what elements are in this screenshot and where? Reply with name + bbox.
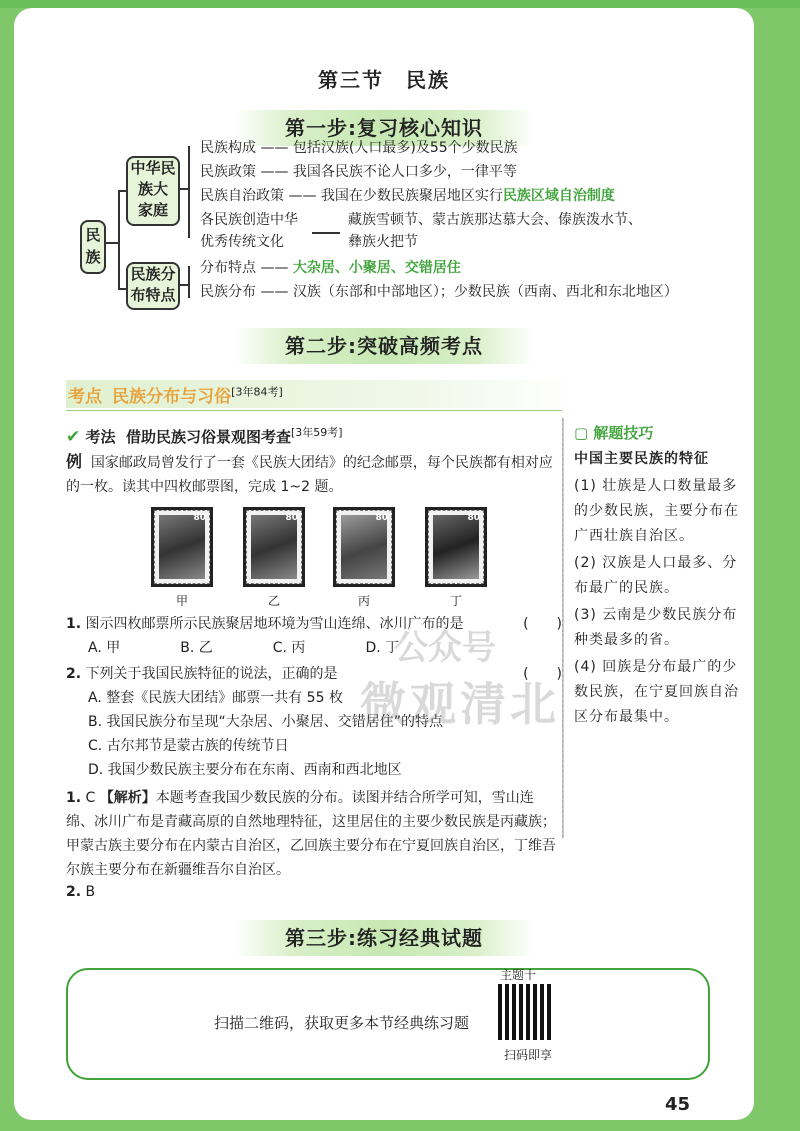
- step3-banner: 第三步:练习经典试题: [234, 920, 534, 956]
- qr-caption: 扫码即享: [504, 1048, 553, 1062]
- stamp-yi: 80: [246, 510, 302, 584]
- page-number: 45: [664, 1094, 690, 1115]
- step1-banner: 第一步:复习核心知识: [234, 110, 534, 146]
- top-edge: [0, 0, 800, 8]
- answer-2: 2. B: [66, 884, 96, 900]
- stamp-label-jia: 甲: [176, 594, 189, 608]
- tip-3: (3) 云南是少数民族分布种类最多的省。: [574, 607, 738, 648]
- question-2: 2. 下列关于我国民族特征的说法，正确的是 ( ): [66, 666, 562, 682]
- mm-row-5: 分布特点 —— 大杂居、小聚居、交错居住: [200, 260, 461, 276]
- q2-option-b: B. 我国民族分布呈现“大杂居、小聚居、交错居住”的特点: [88, 714, 444, 730]
- qr-code-icon[interactable]: [498, 984, 554, 1040]
- node-zhonghua: 中华民 族大 家庭: [126, 156, 180, 226]
- stamp-label-yi: 乙: [268, 594, 281, 608]
- qr-instruction: 扫描二维码，获取更多本节经典练习题: [214, 1014, 470, 1032]
- mm-row-4d: 彝族火把节: [348, 234, 418, 250]
- mm-row-6: 民族分布 —— 汉族（东部和中部地区）；少数民族（西南、西北和东北地区）: [200, 284, 678, 300]
- book-icon: ▢: [574, 424, 589, 442]
- node-fenbu: 民族分 布特点: [126, 262, 180, 310]
- mm-row-3: 民族自治政策 —— 我国在少数民族聚居地区实行民族区域自治制度: [200, 188, 615, 204]
- step2-banner: 第二步:突破高频考点: [234, 328, 534, 364]
- kaodian-header: 考点 民族分布与习俗[3年84考]: [68, 385, 283, 407]
- qr-topic-label: 主题十: [500, 968, 537, 982]
- mm-row-1: 民族构成 —— 包括汉族(人口最多)及55个少数民族: [200, 140, 518, 156]
- tip-4: (4) 回族是分布最广的少数民族，在宁夏回族自治区分布最集中。: [574, 659, 739, 725]
- tips-sidebar: [574, 422, 744, 730]
- mm-row-4a: 各民族创造中华: [200, 212, 298, 228]
- stamp-bing: 80: [336, 510, 392, 584]
- check-icon: ✔: [66, 427, 81, 447]
- root-node: 民族: [80, 220, 106, 274]
- mm-row-2: 民族政策 —— 我国各民族不论人口多少，一律平等: [200, 164, 517, 180]
- page: [14, 8, 754, 1120]
- section-title: 第三节 民族: [318, 68, 450, 92]
- q2-option-a: A. 整套《民族大团结》邮票一共有 55 枚: [88, 690, 343, 706]
- stamp-label-bing: 丙: [358, 594, 371, 608]
- watermark-small: 公众号: [394, 628, 496, 668]
- tips-heading: ▢ 解题技巧: [574, 424, 654, 442]
- mm-row-4c: 藏族雪顿节、蒙古族那达慕大会、傣族泼水节、: [348, 212, 642, 228]
- example-text: 例 国家邮政局曾发行了一套《民族大团结》的纪念邮票，每个民族都有相对应的一枚。读其中四枚邮票图，完成 1~2 题。: [66, 452, 553, 495]
- stamp-label-ding: 丁: [450, 594, 463, 608]
- tip-1: (1) 壮族是人口数量最多的少数民族，主要分布在广西壮族自治区。: [574, 478, 739, 544]
- tip-2: (2) 汉族是人口最多、分布最广的民族。: [574, 555, 738, 596]
- q1-options: A. 甲 B. 乙 C. 丙 D. 丁: [88, 640, 400, 656]
- stamp-jia: 80: [154, 510, 210, 584]
- kaofa-line: ✔ 考法 借助民族习俗景观图考查[3年59考]: [66, 426, 343, 447]
- mm-row-4b: 优秀传统文化: [200, 234, 284, 250]
- question-1: 1. 图示四枚邮票所示民族聚居地环境为雪山连绵、冰川广布的是 ( ): [66, 616, 562, 632]
- stamp-ding: 80: [428, 510, 484, 584]
- tips-subtitle: 中国主要民族的特征: [574, 451, 709, 467]
- watermark-big: 微观清北: [360, 677, 560, 731]
- q2-option-c: C. 古尔邦节是蒙古族的传统节日: [88, 738, 289, 754]
- answer-1: 1. C 【解析】本题考查我国少数民族的分布。读图并结合所学可知，雪山连绵、冰川广布是青藏高原的自然地理特征，这里居住的主要少数民族是丙藏族；甲蒙古族主要分布在内蒙古自治区，乙回族主要分布在宁夏回族自治区，丁维吾尔族主要分布在新疆维吾尔自治区。: [66, 790, 556, 878]
- q2-option-d: D. 我国少数民族主要分布在东南、西南和西北地区: [88, 762, 402, 778]
